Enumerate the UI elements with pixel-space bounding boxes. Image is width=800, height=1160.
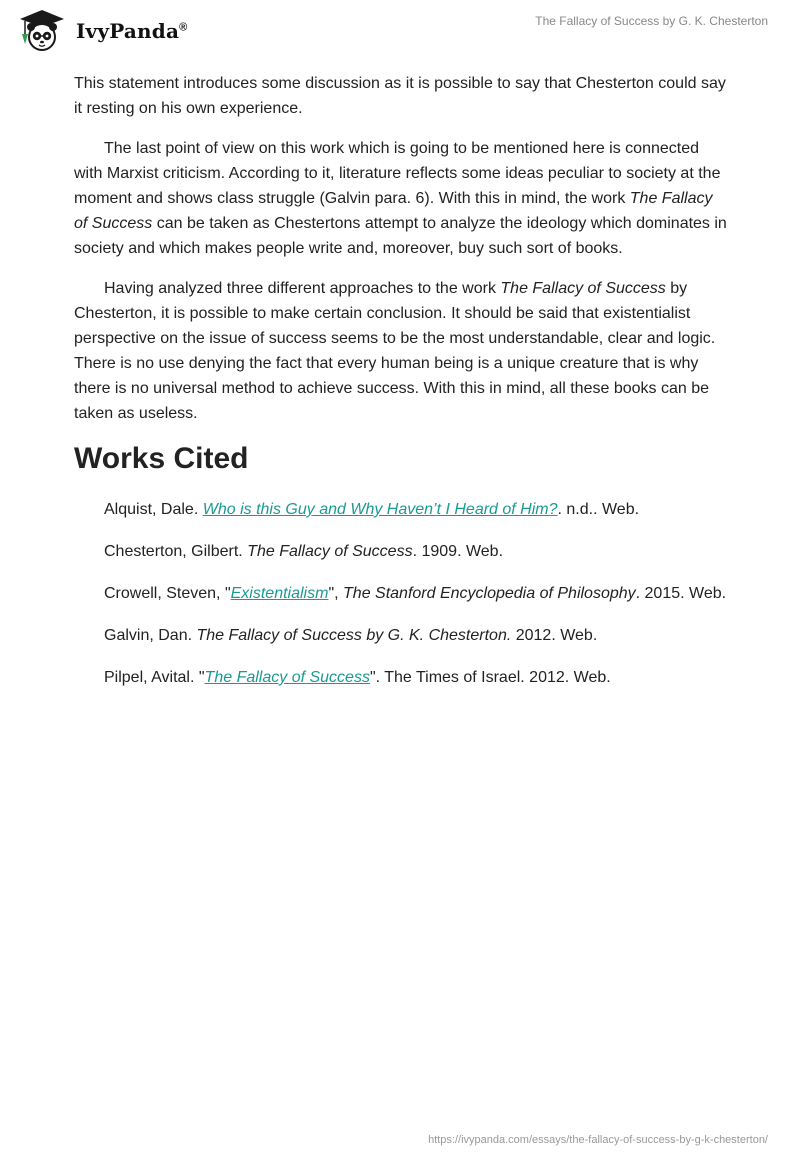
citation-chesterton: Chesterton, Gilbert. The Fallacy of Success. 1909. Web. xyxy=(104,543,504,560)
citation-pilpel: Pilpel, Avital. "The Fallacy of Success". The Times of Israel. 2012. Web. xyxy=(104,669,611,686)
essay-content xyxy=(74,71,730,707)
paragraph-2: The last point of view on this work which is going to be mentioned here is connected with Marxist criticism. According to it, literature reflects some ideas peculiar to society at the moment and shows class struggle (Galvin para. 6). With this in mind, the work The Fallacy of Success can be taken as Chestertons attempt to analyze the ideology which dominates in society and which makes people write and, moreover, buy such sort of books. xyxy=(74,140,727,257)
work-title: The Fallacy of Success xyxy=(74,190,713,232)
paragraph-3: Having analyzed three different approaches to the work The Fallacy of Success by Chesterton, it is possible to make certain conclusion. It should be said that existentialist perspective on the issue of success seems to be the most understandable, clear and logic. There is no use denying the fact that every human being is a unique creature that is why there is no universal method to achieve success. With this in mind, all these books can be taken as useless. xyxy=(74,280,716,422)
citation-galvin: Galvin, Dan. The Fallacy of Success by G. K. Chesterton. 2012. Web. xyxy=(104,627,598,644)
work-title: The Fallacy of Success xyxy=(500,280,666,297)
citation-crowell: Crowell, Steven, "Existentialism", The Stanford Encyclopedia of Philosophy. 2015. Web. xyxy=(104,585,727,602)
panda-graduate-icon xyxy=(14,8,70,54)
citation-link[interactable]: The Fallacy of Success xyxy=(204,669,370,686)
page-header xyxy=(0,0,800,62)
source-url[interactable]: https://ivypanda.com/essays/the-fallacy-of-success-by-g-k-chesterton/ xyxy=(428,1134,768,1146)
citation-link[interactable]: Existentialism xyxy=(230,585,329,602)
paragraph-1: This statement introduces some discussion as it is possible to say that Chesterton could say it resting on his own experience. xyxy=(74,75,726,117)
citation-link[interactable]: Who is this Guy and Why Haven’t I Heard of Him? xyxy=(202,501,558,518)
brand-name: IvyPanda® xyxy=(76,19,188,43)
works-cited-heading: Works Cited xyxy=(74,442,249,475)
document-title: The Fallacy of Success by G. K. Chesterton xyxy=(535,14,768,28)
citation-alquist: Alquist, Dale. Who is this Guy and Why Haven’t I Heard of Him?. n.d.. Web. xyxy=(104,501,640,518)
ivypanda-logo[interactable] xyxy=(14,8,187,54)
